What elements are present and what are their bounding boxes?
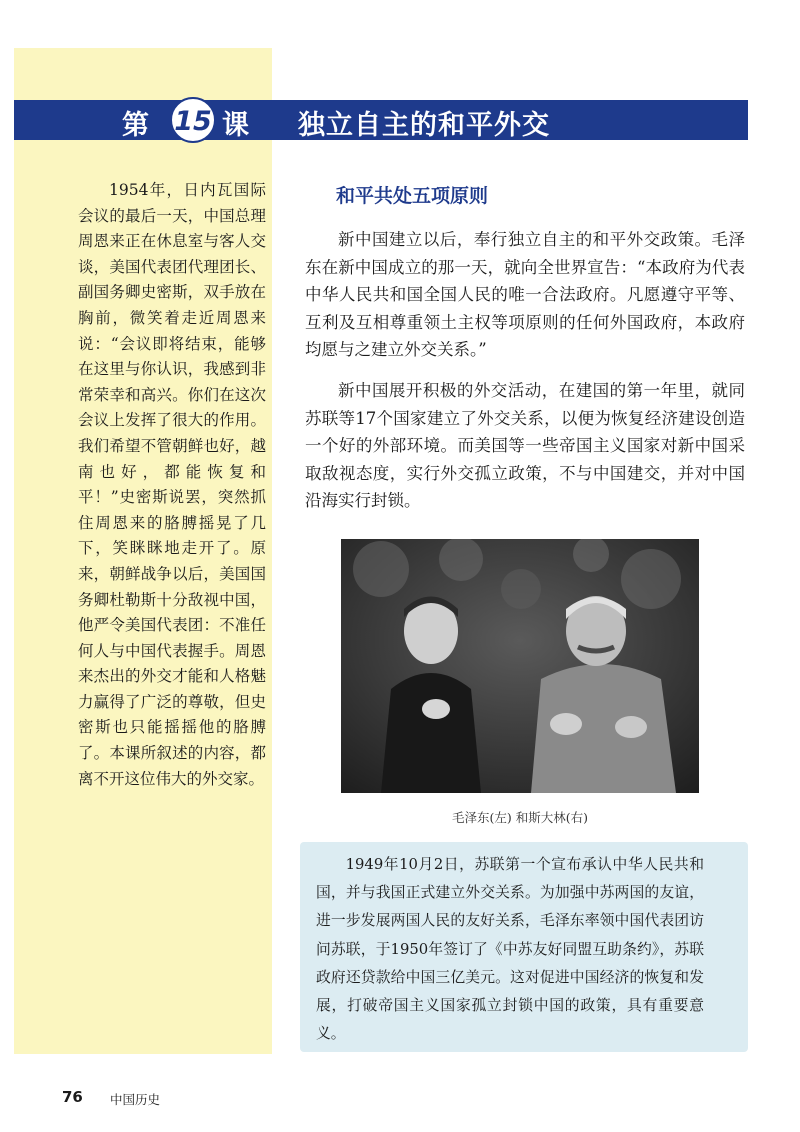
lesson-number-badge: 15 — [170, 97, 216, 143]
photo-illustration — [341, 539, 699, 793]
book-title: 中国历史 — [110, 1092, 161, 1107]
lesson-banner — [14, 100, 748, 140]
sidebar-story: 1954年，日内瓦国际会议的最后一天，中国总理周恩来正在休息室与客人交谈，美国代表团代理团长、副国务卿史密斯，双手放在胸前，微笑着走近周恩来说：“会议即将结束，能够在这里与你认识，我感到非常荣幸和高兴。你们在这次会议上发挥了很大的作用。我们希望不管朝鲜也好，越南也好，都能恢复和平！”史密斯说罢，突然抓住周恩来的胳膊摇晃了几下，笑眯眯地走开了。原来，朝鲜战争以后，美国国务卿杜勒斯十分敌视中国，他严令美国代表团：不准任何人与中国代表握手。周恩来杰出的外交才能和人格魅力赢得了广泛的尊敬，但史密斯也只能摇摇他的胳膊了。本课所叙述的内容，都离不开这位伟大的外交家。 — [78, 181, 266, 788]
note-text: 1949年10月2日，苏联第一个宣布承认中华人民共和国，并与我国正式建立外交关系。为加强中苏两国的友谊，进一步发展两国人民的友好关系，毛泽东率领中国代表团访问苏联，于1950年签订了《中苏友好同盟互助条约》，苏联政府还贷款给中国三亿美元。这对促进中国经济的恢复和发展，打破帝国主义国家孤立封锁中国的政策，具有重要意义。 — [316, 856, 704, 1043]
lesson-suffix: 课 — [222, 110, 249, 141]
historical-photo — [341, 539, 699, 793]
note-box — [300, 842, 748, 1052]
paragraph-1: 新中国建立以后，奉行独立自主的和平外交政策。毛泽东在新中国成立的那一天，就向全世界宣告：“本政府为代表中华人民共和国全国人民的唯一合法政府。凡愿遵守平等、互利及互相尊重领土主权等项原则的任何外国政府，本政府均愿与之建立外交关系。” — [305, 230, 745, 360]
page-number: 76 — [62, 1088, 83, 1106]
lesson-title: 独立自主的和平外交 — [298, 110, 550, 141]
paragraph-2: 新中国展开积极的外交活动，在建国的第一年里，就同苏联等17个国家建立了外交关系，以便为恢复经济建设创造一个好的外部环境。而美国等一些帝国主义国家对新中国采取敌视态度，实行外交孤立政策，不与中国建交，并对中国沿海实行封锁。 — [305, 381, 745, 511]
section-heading: 和平共处五项原则 — [336, 185, 489, 207]
photo-caption: 毛泽东(左) 和斯大林(右) — [452, 810, 588, 825]
lesson-prefix: 第 — [122, 110, 149, 141]
